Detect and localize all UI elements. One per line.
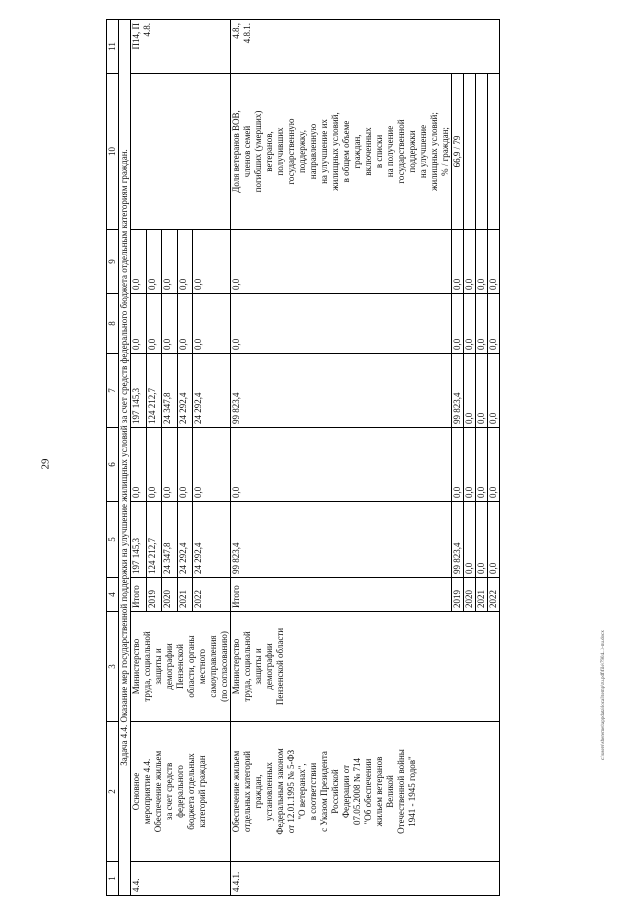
value-cell: 0,0 — [177, 294, 193, 354]
value-cell: 0,0 — [476, 428, 488, 502]
header-number-row — [107, 20, 119, 896]
task-title: Задача 4.4. Оказание мер государственной поддержки на улучшение жилищных условий за счет средств федерального бюджета отдельным категориям граждан. — [119, 20, 131, 896]
value-cell: 124 212,7 — [146, 502, 162, 578]
task-title-row — [119, 20, 131, 896]
value-cell: 0,0 — [464, 428, 476, 502]
value-cell: 0,0 — [193, 428, 231, 502]
col-number: 10 — [107, 74, 119, 230]
value-cell: 24 292,4 — [177, 502, 193, 578]
col-number: 1 — [107, 862, 119, 896]
row-number: 4.4. — [131, 862, 231, 896]
value-cell: 0,0 — [488, 428, 500, 502]
value-cell: 0,0 — [464, 294, 476, 354]
col-number: 8 — [107, 294, 119, 354]
col-number: 6 — [107, 428, 119, 502]
value-cell: 0,0 — [464, 354, 476, 428]
value-cell: 0,0 — [177, 230, 193, 294]
year-cell: 2019 — [452, 578, 464, 612]
value-cell: 0,0 — [488, 294, 500, 354]
indicator-value: 66,9 / 79 — [452, 74, 464, 230]
value-cell: 0,0 — [146, 230, 162, 294]
col-number: 11 — [107, 20, 119, 74]
value-cell: 24 347,8 — [162, 354, 178, 428]
year-cell: Итого — [231, 578, 452, 612]
value-cell: 0,0 — [131, 294, 147, 354]
indicator-value — [464, 74, 476, 230]
value-cell: 0,0 — [476, 354, 488, 428]
value-cell: 0,0 — [476, 294, 488, 354]
col-number: 5 — [107, 502, 119, 578]
value-cell: 0,0 — [452, 230, 464, 294]
value-cell: 0,0 — [231, 428, 452, 502]
year-cell: 2019 — [146, 578, 162, 612]
year-cell: 2020 — [162, 578, 178, 612]
value-cell: 0,0 — [162, 428, 178, 502]
table-row — [231, 20, 452, 896]
value-cell: 0,0 — [231, 294, 452, 354]
value-cell: 0,0 — [476, 230, 488, 294]
value-cell: 0,0 — [231, 230, 452, 294]
executor: Министерство труда, социальной защиты и демографии Пензенской области — [231, 612, 500, 722]
year-cell: 2021 — [177, 578, 193, 612]
value-cell: 0,0 — [464, 502, 476, 578]
value-cell: 0,0 — [452, 294, 464, 354]
year-cell: 2022 — [488, 578, 500, 612]
value-cell: 0,0 — [476, 502, 488, 578]
reference-cell: 4.8., 4.8.1. — [231, 20, 500, 74]
value-cell: 0,0 — [162, 294, 178, 354]
value-cell: 24 292,4 — [177, 354, 193, 428]
value-cell: 99 823,4 — [231, 502, 452, 578]
year-cell: 2022 — [193, 578, 231, 612]
value-cell: 99 823,4 — [452, 354, 464, 428]
value-cell: 0,0 — [488, 354, 500, 428]
value-cell: 197 145,3 — [131, 354, 147, 428]
measure-name: Обеспечение жильем отдельных категорий граждан, установленных Федеральным законом от 12.01.1995 № 5-ФЗ "О ветеранах", в соответствии с Указом Президента Российской Федерации от 07.05.2008 № 714 "Об обеспечении жильем ветеранов Великой Отечественной войны 1941 - 1945 годов" — [231, 722, 500, 862]
value-cell: 0,0 — [131, 428, 147, 502]
value-cell: 0,0 — [146, 428, 162, 502]
indicator-value — [488, 74, 500, 230]
landscape-table-page — [106, 20, 578, 896]
measure-name: Основное мероприятие 4.4. Обеспечение жильем за счет средств федерального бюджета отдельных категорий граждан — [131, 722, 231, 862]
col-number: 7 — [107, 354, 119, 428]
indicator-cell — [131, 74, 231, 230]
indicator-cell: Доля ветеранов ВОВ, членов семей погибших (умерших) ветеранов, получивших государственную поддержку, направленную на улучшение их жилищных условий, в общем объеме граждан, включенных в списки на получение государственной поддержки на улучшение жилищных условий; % / граждан; — [231, 74, 452, 230]
value-cell: 0,0 — [177, 428, 193, 502]
col-number: 9 — [107, 230, 119, 294]
value-cell: 0,0 — [488, 502, 500, 578]
value-cell: 24 292,4 — [193, 502, 231, 578]
value-cell: 0,0 — [452, 428, 464, 502]
col-number: 2 — [107, 722, 119, 862]
value-cell: 0,0 — [193, 230, 231, 294]
reference-cell: П14, П 4.8. — [131, 20, 231, 74]
value-cell: 24 347,8 — [162, 502, 178, 578]
program-table — [106, 19, 500, 896]
value-cell: 0,0 — [193, 294, 231, 354]
value-cell: 124 212,7 — [146, 354, 162, 428]
value-cell: 0,0 — [162, 230, 178, 294]
value-cell: 0,0 — [146, 294, 162, 354]
value-cell: 24 292,4 — [193, 354, 231, 428]
value-cell: 99 823,4 — [452, 502, 464, 578]
file-path: c:\users\sheremet\appdata\local\temp\ru.pdf\file\7904...\-nu.docx — [601, 630, 606, 760]
col-number: 4 — [107, 578, 119, 612]
value-cell: 99 823,4 — [231, 354, 452, 428]
executor: Министерство труда, социальной защиты и демографии Пензенской области, органы местного самоуправления (по согласованию) — [131, 612, 231, 722]
indicator-value — [476, 74, 488, 230]
year-cell: Итого — [131, 578, 147, 612]
value-cell: 197 145,3 — [131, 502, 147, 578]
row-number: 4.4.1. — [231, 862, 500, 896]
value-cell: 0,0 — [464, 230, 476, 294]
year-cell: 2021 — [476, 578, 488, 612]
year-cell: 2020 — [464, 578, 476, 612]
value-cell: 0,0 — [488, 230, 500, 294]
value-cell: 0,0 — [131, 230, 147, 294]
col-number: 3 — [107, 612, 119, 722]
table-row — [131, 20, 147, 896]
page-number: 29 — [39, 458, 52, 470]
